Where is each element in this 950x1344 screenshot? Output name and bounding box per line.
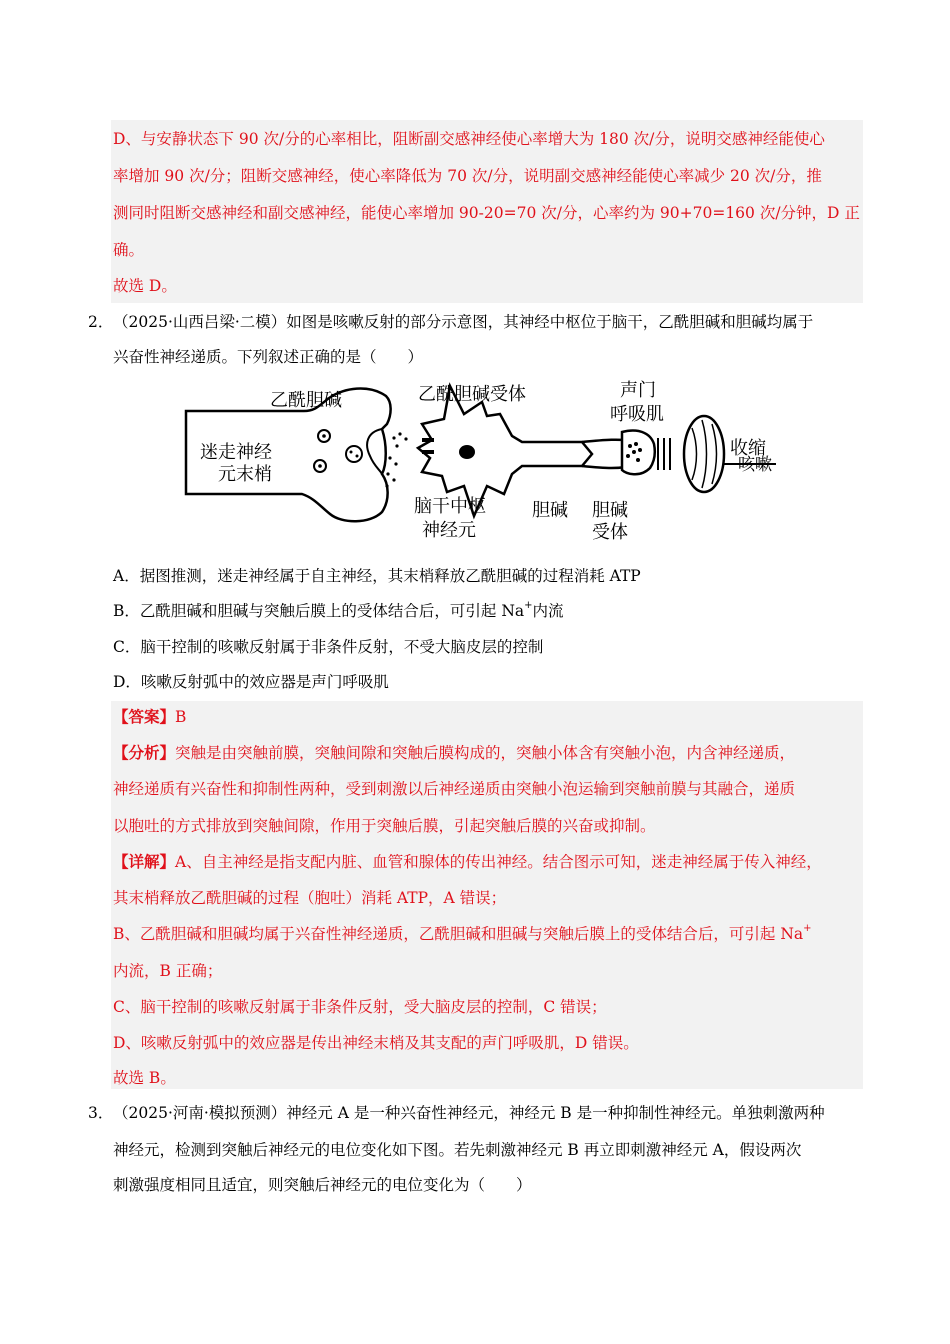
detail-d: D、咳嗽反射弧中的效应器是传出神经末梢及其支配的声门呼吸肌，D 错误。 [113,1034,639,1052]
detail-tag: 【详解】 [113,852,176,871]
label-choline: 胆碱 [532,500,568,521]
prev-d-line-1: D、与安静状态下 90 次/分的心率相比，阻断副交感神经使心率增大为 180 次/分，说明交感神经能使心 [113,130,825,148]
prev-d-line-3: 测同时阻断交感神经和副交感神经，能使心率增加 90-20=70 次/分，心率约为 90+70=160 次/分钟，D 正 [113,204,860,222]
question-2-number: 2． [88,313,114,331]
q2-conclusion: 故选 B。 [113,1069,176,1087]
option-b-text: B．乙酰胆碱和胆碱与突触后膜上的受体结合后，可引起 Na [113,602,525,620]
question-3-stem-line-2: 神经元，检测到突触后神经元的电位变化如下图。若先刺激神经元 B 再立即刺激神经元 A，假设两次 [113,1141,802,1159]
answer-value: B [175,708,187,726]
question-3-stem-line-3: 刺激强度相同且适宜，则突触后神经元的电位变化为（ ） [113,1176,532,1194]
label-glottis-line-1: 声门 [620,380,656,401]
detail-b-superscript: + [803,922,812,934]
question-2-stem-line-2: 兴奋性神经递质。下列叙述正确的是（ ） [113,348,424,366]
prev-conclusion: 故选 D。 [113,277,177,295]
answer-tag: 【答案】 [113,707,176,726]
detail-c: C、脑干控制的咳嗽反射属于非条件反射，受大脑皮层的控制，C 错误； [113,998,607,1016]
label-vagus-line-2: 元末梢 [218,464,272,485]
detail-a-line-2: 其末梢释放乙酰胆碱的过程（胞吐）消耗 ATP，A 错误； [113,889,507,907]
label-acetylcholine: 乙酰胆碱 [270,390,342,411]
label-choline-receptor-line-2: 受体 [592,522,628,543]
option-b [113,601,564,621]
label-brainstem-line-1: 脑干中枢 [414,496,486,517]
answer-line [113,707,186,727]
ach-receptor [422,438,434,442]
option-b-text-end: 内流 [532,602,564,620]
option-a: A．据图推测，迷走神经属于自主神经，其末梢释放乙酰胆碱的过程消耗 ATP [113,567,641,585]
analysis-line-1 [113,743,795,763]
label-cough: 咳嗽 [738,455,772,475]
prev-d-line-4: 确。 [113,241,145,259]
option-d: D．咳嗽反射弧中的效应器是声门呼吸肌 [113,673,389,691]
cough-reflex-diagram [182,374,782,544]
label-ach-receptor: 乙酰胆碱受体 [418,384,526,405]
neuron-nucleus [459,445,475,459]
detail-a-text: A、自主神经是指支配内脏、血管和腺体的传出神经。结合图示可知，迷走神经属于传入神经， [175,853,822,871]
label-brainstem-line-2: 神经元 [422,520,476,541]
analysis-line-3: 以胞吐的方式排放到突触间隙，作用于突触后膜，引起突触后膜的兴奋或抑制。 [113,817,656,835]
detail-b-line-1 [113,924,812,944]
label-glottis-line-2: 呼吸肌 [610,404,664,425]
analysis-text-1: 突触是由突触前膜，突触间隙和突触后膜构成的，突触小体含有突触小泡，内含神经递质， [175,744,796,762]
question-3-number: 3． [88,1104,114,1122]
prev-d-line-2: 率增加 90 次/分；阻断交感神经，使心率降低为 70 次/分，说明副交感神经能使心率减少 20 次/分，推 [113,167,822,185]
label-vagus-line-1: 迷走神经 [200,442,272,463]
label-choline-receptor-line-1: 胆碱 [592,500,628,521]
detail-b-line-2: 内流，B 正确； [113,962,223,980]
analysis-line-2: 神经递质有兴奋性和抑制性两种，受到刺激以后神经递质由突触小泡运输到突触前膜与其融合，递质 [113,780,796,798]
detail-b-text: B、乙酰胆碱和胆碱均属于兴奋性神经递质，乙酰胆碱和胆碱与突触后膜上的受体结合后，可引起 Na [113,925,804,943]
analysis-tag: 【分析】 [113,743,176,762]
detail-a-line-1 [113,852,822,872]
option-c: C．脑干控制的咳嗽反射属于非条件反射，不受大脑皮层的控制 [113,638,544,656]
axon-terminal [622,431,655,475]
vesicle [346,446,362,462]
question-2-stem-line-1: （2025·山西吕梁·二模）如图是咳嗽反射的部分示意图，其神经中枢位于脑干，乙酰胆碱和胆碱均属于 [113,313,814,331]
question-3-stem-line-1: （2025·河南·模拟预测）神经元 A 是一种兴奋性神经元，神经元 B 是一种抑制性神经元。单独刺激两种 [113,1104,825,1122]
option-b-superscript: + [524,599,533,611]
label-contraction: 收缩 [730,438,766,459]
